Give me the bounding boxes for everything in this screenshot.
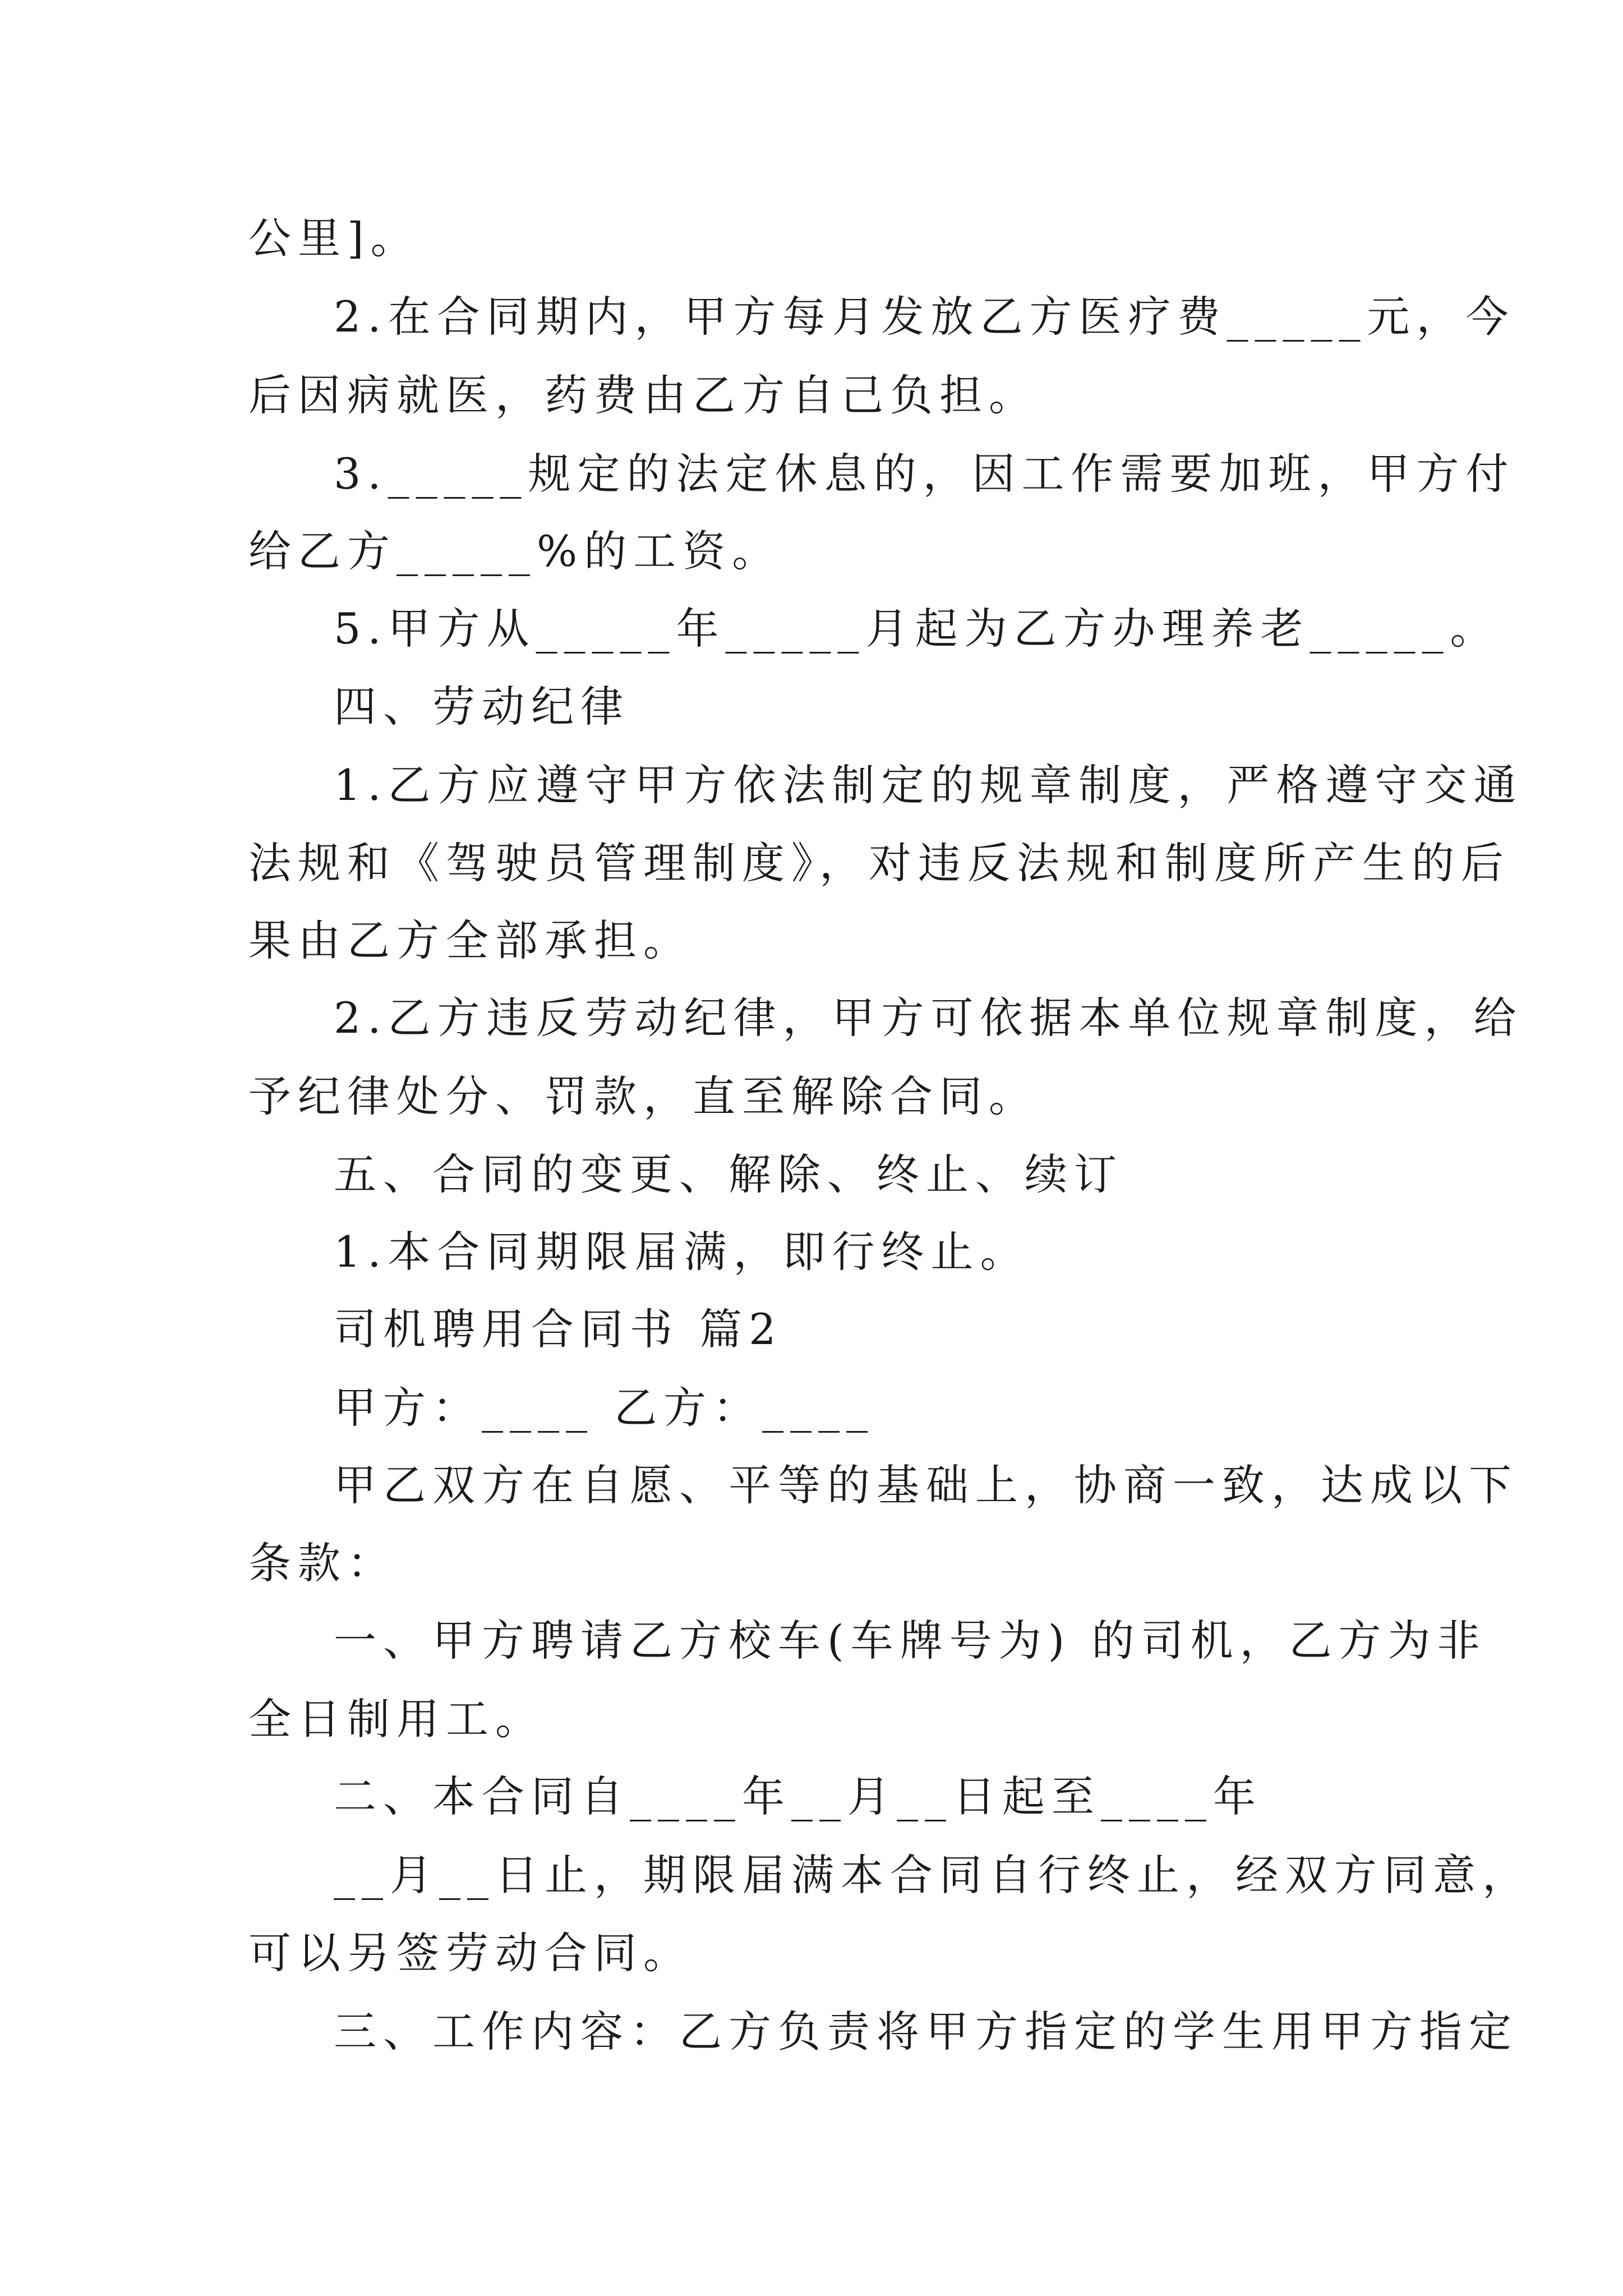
text-line: 2.在合同期内，甲方每月发放乙方医疗费_____元，今 bbox=[334, 292, 1515, 342]
text-line: __月__日止，期限届满本合同自行终止，经双方同意， bbox=[334, 1850, 1532, 1900]
text-line: 3._____规定的法定休息的，因工作需要加班，甲方付 bbox=[334, 449, 1515, 499]
text-line: 1.本合同期限届满，即行终止。 bbox=[334, 1227, 1030, 1277]
text-line: 2.乙方违反劳动纪律，甲方可依据本单位规章制度，给 bbox=[334, 993, 1523, 1043]
text-line: 给乙方_____%的工资。 bbox=[248, 526, 782, 576]
document-title: 司机聘用合同书 篇2 bbox=[334, 1304, 783, 1354]
text-line: 5.甲方从_____年_____月起为乙方办理养老_____。 bbox=[334, 604, 1500, 654]
text-line: 一、甲方聘请乙方校车(车牌号为) 的司机，乙方为非 bbox=[334, 1616, 1487, 1665]
text-line: 法规和《驾驶员管理制度》，对违反法规和制度所产生的后 bbox=[248, 838, 1510, 888]
text-line: 条款： bbox=[248, 1538, 396, 1588]
text-line: 公里]。 bbox=[248, 213, 420, 263]
text-line: 可以另签劳动合同。 bbox=[248, 1928, 693, 1978]
text-line: 予纪律处分、罚款，直至解除合同。 bbox=[248, 1071, 1038, 1121]
section-heading: 四、劳动纪律 bbox=[334, 682, 630, 731]
section-heading: 五、合同的变更、解除、终止、续订 bbox=[334, 1149, 1123, 1199]
text-line: 全日制用工。 bbox=[248, 1694, 545, 1744]
text-line: 果由乙方全部承担。 bbox=[248, 915, 693, 965]
text-line: 后因病就医，药费由乙方自己负担。 bbox=[248, 370, 1038, 420]
text-line: 三、工作内容：乙方负责将甲方指定的学生用甲方指定 bbox=[334, 2007, 1518, 2056]
party-line: 甲方：____ 乙方：____ bbox=[334, 1383, 875, 1433]
text-line: 1.乙方应遵守甲方依法制定的规章制度，严格遵守交通 bbox=[334, 760, 1523, 810]
text-line: 甲乙双方在自愿、平等的基础上，协商一致，达成以下 bbox=[334, 1460, 1518, 1510]
text-line: 二、本合同自____年__月__日起至____年 bbox=[334, 1772, 1262, 1821]
